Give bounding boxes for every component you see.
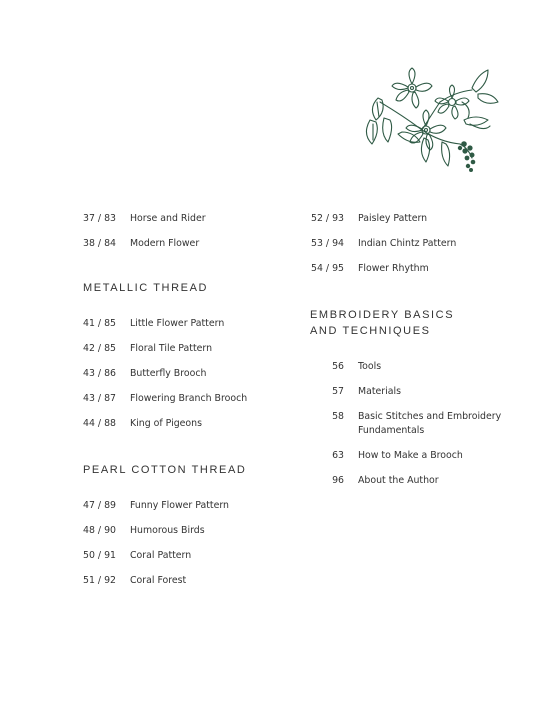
toc-entry[interactable]	[306, 237, 516, 251]
toc-page: 44 / 88	[83, 418, 116, 429]
toc-title: Paisley Pattern	[358, 213, 428, 224]
toc-title: King of Pigeons	[130, 418, 202, 429]
toc-page: 51 / 92	[83, 575, 116, 586]
toc-title: Flowering Branch Brooch	[130, 393, 248, 404]
toc-title: Basic Stitches and Embroidery Fundamentals	[358, 411, 502, 436]
toc-right-column	[306, 212, 516, 499]
toc-entry[interactable]	[306, 385, 516, 399]
toc-page: 42 / 85	[83, 343, 116, 354]
toc-page: 47 / 89	[83, 500, 116, 511]
section-heading-line: AND TECHNIQUES	[310, 325, 431, 337]
toc-page: 63	[332, 450, 344, 461]
toc-title: How to Make a Brooch	[358, 450, 463, 461]
section-heading-line: EMBROIDERY BASICS	[310, 309, 455, 321]
floral-ornament-icon	[360, 62, 500, 174]
toc-entry[interactable]	[78, 212, 288, 226]
toc-title: Butterfly Brooch	[130, 368, 207, 379]
toc-title: Funny Flower Pattern	[130, 500, 229, 511]
toc-title: Indian Chintz Pattern	[358, 238, 457, 249]
toc-left-column	[78, 212, 288, 599]
toc-page: 48 / 90	[83, 525, 116, 536]
toc-title: About the Author	[358, 475, 439, 486]
toc-page: 57	[332, 386, 344, 397]
toc-entry[interactable]	[78, 367, 288, 381]
toc-page: 54 / 95	[311, 263, 344, 274]
section-heading-basics	[310, 307, 516, 339]
toc-entry[interactable]	[78, 317, 288, 331]
toc-page: 41 / 85	[83, 318, 116, 329]
toc-title: Floral Tile Pattern	[130, 343, 213, 354]
toc-entry[interactable]	[306, 212, 516, 226]
toc-entry[interactable]	[306, 360, 516, 374]
toc-entry[interactable]	[78, 392, 288, 406]
toc-page: 96	[332, 475, 344, 486]
toc-entry[interactable]	[78, 574, 288, 588]
toc-title: Horse and Rider	[130, 213, 206, 224]
toc-entry[interactable]	[78, 342, 288, 356]
toc-entry[interactable]	[78, 549, 288, 563]
toc-title: Coral Pattern	[130, 550, 192, 561]
toc-entry[interactable]	[78, 499, 288, 513]
toc-title: Coral Forest	[130, 575, 187, 586]
toc-entry[interactable]	[306, 474, 516, 488]
toc-page: 53 / 94	[311, 238, 344, 249]
toc-title: Flower Rhythm	[358, 263, 429, 274]
toc-page: 52 / 93	[311, 213, 344, 224]
toc-page: 56	[332, 361, 344, 372]
toc-title: Tools	[358, 361, 382, 372]
toc-title: Little Flower Pattern	[130, 318, 225, 329]
section-heading-metallic: METALLIC THREAD	[83, 282, 209, 294]
toc-title: Humorous Birds	[130, 525, 205, 536]
toc-entry[interactable]	[306, 410, 516, 438]
toc-entry[interactable]	[78, 524, 288, 538]
toc-title: Modern Flower	[130, 238, 200, 249]
toc-page: 37 / 83	[83, 213, 116, 224]
toc-entry[interactable]	[306, 449, 516, 463]
toc-page: 38 / 84	[83, 238, 116, 249]
section-heading-pearl: PEARL COTTON THREAD	[83, 464, 247, 476]
toc-page: 43 / 86	[83, 368, 116, 379]
toc-title: Materials	[358, 386, 401, 397]
toc-entry[interactable]	[78, 417, 288, 431]
toc-page: 43 / 87	[83, 393, 116, 404]
toc-entry[interactable]	[306, 262, 516, 276]
toc-entry[interactable]	[78, 237, 288, 251]
toc-page: 50 / 91	[83, 550, 116, 561]
toc-page: 58	[332, 411, 344, 422]
